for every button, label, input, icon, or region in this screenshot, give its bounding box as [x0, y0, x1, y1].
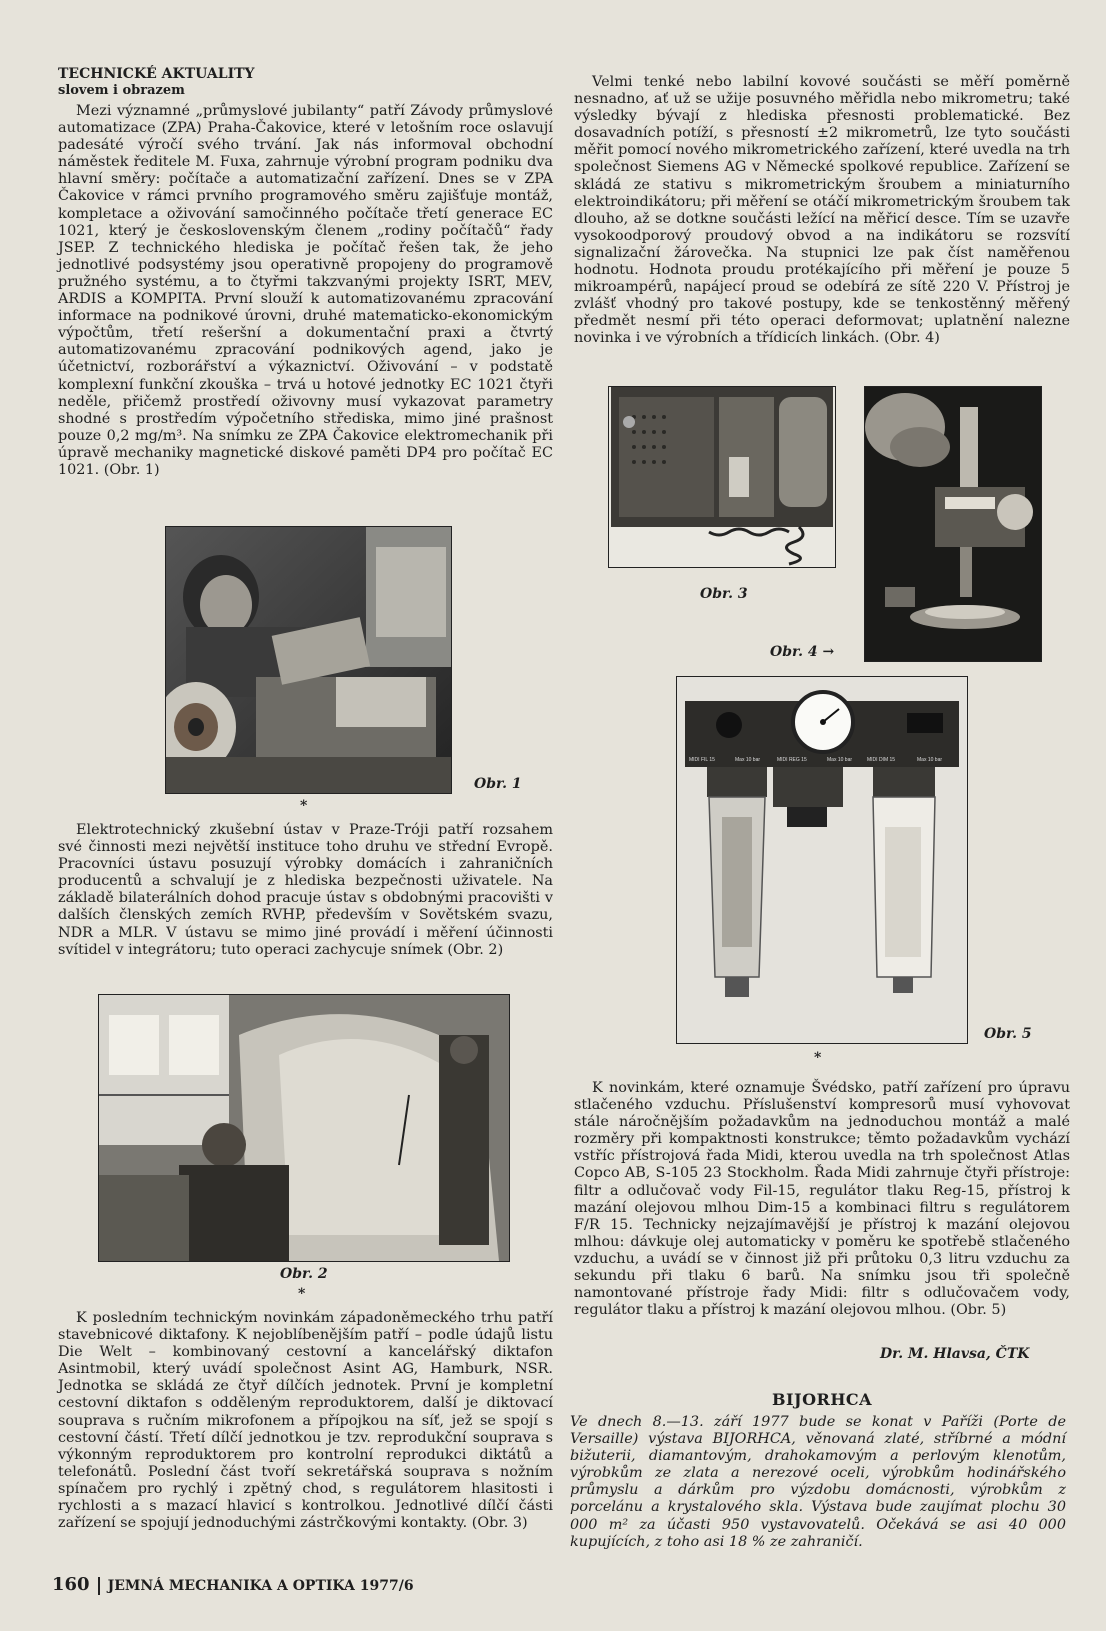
- left-article-3: [58, 1310, 553, 1532]
- article-zpa-text: Mezi významné „průmyslové jubilanty“ patří Závody průmyslové automatizace (ZPA) Praha-Čakovice, které v letošním roce oslavují padesáté výročí svého trvání. Jak nás informoval obchodní náměstek ředitele M. Fuxa, zahrnuje výrobní program podniku dva hlavní směry: počítače a automatizační zařízení. Dnes se v ZPA Čakovice v rámci prvního programového směru zajišťuje montáž, kompletace a oživování samočinného počítače třetí generace EC 1021, který je československým členem „rodiny počítačů“ řady JSEP. Z technického hlediska je počítač řešen tak, že jeho jednotlivé podsystémy jsou operativně propojeny do programově pružného systému, a to čtyřmi takzvanými projekty ISRT, MEV, ARDIS a KOMPITA. První slouží k automatizovanému zpracování informace na podnikové úrovni, druhé matematicko-ekonomickým výpočtům, třetí rešeršní a dokumentační praxi a čtvrtý automatizovanému zpracování podnikových agend, jako je účetnictví, rozborářství a výkaznictví. Oživování – v podstatě komplexní funkční zkouška – trvá u hotové jednotky EC 1021 čtyři neděle, přičemž prostředí oživovny musí vykazovat parametry shodné s prostředím výpočetního střediska, mimo jiné prašnost pouze 0,2 mg/m³. Na snímku ze ZPA Čakovice elektromechanik při úpravě mechaniky magnetické diskové paměti DP4 pro počítač EC 1021. (Obr. 1): [58, 103, 553, 478]
- section-subheading: slovem i obrazem: [58, 83, 185, 98]
- footer-divider: [98, 1577, 100, 1595]
- caption-obr-4: Obr. 4 →: [770, 644, 835, 660]
- photo-obr-5: [676, 676, 968, 1044]
- separator-star-2: *: [298, 1286, 306, 1302]
- article-diktafon-text: K posledním technickým novinkám západoněmeckého trhu patří stavebnicové diktafony. K nejoblíbenějším patří – podle údajů listu Die Welt – kombinovaný cestovní a kancelářský diktafon Asintmobil, který uvádí společnost Asint AG, Hamburk, NSR. Jednotka se skládá ze čtyř dílčích jednotek. První je kompletní cestovní diktafon s odděleným reproduktorem, další je diktovací souprava s ručním mikrofonem a přípojkou na síť, jež se spojí s cestovní částí. Třetí dílčí jednotkou je tzv. reprodukční souprava s výkonným reproduktorem pro kontrolní reprodukci diktátů a telefonátů. Poslední část tvoří sekretářská souprava s nožním spínačem pro rychlý i zpětný chod, s regulátorem hlasitosti i rychlosti a s mazací hlavicí s kontrolkou. Jednotlivé dílčí části zařízení se spojují jednoduchými zástrčkovými kontakty. (Obr. 3): [58, 1310, 553, 1532]
- svg-text:MIDI FIL 15: MIDI FIL 15: [689, 757, 715, 763]
- journal-name: JEMNÁ MECHANIKA A OPTIKA 1977/6: [107, 1578, 414, 1594]
- caption-obr-3: Obr. 3: [700, 586, 748, 602]
- right-article-3: [570, 1414, 1066, 1551]
- caption-obr-1: Obr. 1: [474, 776, 522, 792]
- separator-star-3: *: [814, 1050, 822, 1066]
- micrometer-device-image: [865, 387, 1041, 661]
- page-number: 160: [52, 1574, 90, 1595]
- svg-text:Max 10 bar: Max 10 bar: [917, 757, 943, 763]
- photo-obr-2: [98, 994, 510, 1262]
- right-article-2: [574, 1080, 1070, 1319]
- bijorhca-title: BIJORHCA: [772, 1390, 873, 1409]
- page-footer: [52, 1574, 414, 1595]
- right-article-1: [574, 74, 1070, 348]
- dictaphone-image: [609, 387, 835, 567]
- svg-text:MIDI REG 15: MIDI REG 15: [777, 757, 807, 763]
- caption-obr-2: Obr. 2: [280, 1266, 328, 1282]
- technician-at-disk-drive-image: [166, 527, 451, 793]
- article-bijorhca-text: Ve dnech 8.—13. září 1977 bude se konat v Paříži (Porte de Versaille) výstava BIJORHCA, věnovaná zlaté, stříbrné a módní bižuterii, diamantovým, drahokamovým a perlovým klenotům, výrobkům ze zlata a nerezové oceli, výrobkům hodinářského průmyslu a dárkům pro výzdobu domácnosti, výrobkům z porcelánu a krystalového skla. Výstava bude zaujímat plochu 30 000 m² za účasti 950 vystavovatelů. Očekává se asi 40 000 kupujících, z toho asi 18 % ze zahraničí.: [570, 1414, 1066, 1550]
- section-heading: TECHNICKÉ AKTUALITY: [58, 66, 255, 82]
- pneumatic-units-image: [677, 677, 967, 1043]
- caption-obr-5: Obr. 5: [984, 1026, 1032, 1042]
- photo-obr-1: [165, 526, 452, 794]
- svg-text:Max 10 bar: Max 10 bar: [735, 757, 761, 763]
- author-signature: Dr. M. Hlavsa, ČTK: [880, 1346, 1030, 1362]
- article-ezu-text: Elektrotechnický zkušební ústav v Praze-Tróji patří rozsahem své činnosti mezi největší instituce toho druhu ve střední Evropě. Pracovníci ústavu posuzují výrobky domácích i zahraničních producentů a schvalují je z hlediska bezpečnosti uživatele. Na základě bilaterálních dohod pracuje ústav s obdobnými pracovišti v dalších členských zemích RVHP, především v Sovětském svazu, NDR a MLR. V ústavu se mimo jiné provádí i měření účinnosti svítidel v integrátoru; tuto operaci zachycuje snímek (Obr. 2): [58, 822, 553, 958]
- left-article-2: [58, 822, 553, 959]
- left-article-1: [58, 66, 553, 479]
- photo-obr-3: [608, 386, 836, 568]
- integrator-measurement-image: [99, 995, 509, 1261]
- article-siemens-text: Velmi tenké nebo labilní kovové součásti se měří poměrně nesnadno, ať už se užije posuvného měřidla nebo mikrometru; také výsledky bývají z hlediska přesnosti problematické. Bez dosavadních potíží, s přesností ±2 mikrometrů, lze tyto součásti měřit pomocí nového mikrometrického zařízení, které uvedla na trh společnost Siemens AG v Německé spolkové republice. Zařízení se skládá ze stativu s mikrometrickým šroubem a miniaturního elektroindikátoru; při měření se otáčí mikrometrickým šroubem tak dlouho, až se dotkne součásti ležící na měřicí desce. Tím se uzavře vysokoodporový proudový obvod a na indikátoru se rozsvítí signalizační žárovečka. Na stupnici lze pak číst naměřenou hodnotu. Hodnota proudu protékajícího při měření je pouze 5 mikroampérů, napájecí proud se odebírá ze sítě 220 V. Přístroj je zvlášť vhodný pro takové postupy, kde se tenkostěnný měřený předmět nesmí při této operaci deformovat; uplatnění nalezne novinka i ve výrobních a třídicích linkách. (Obr. 4): [574, 74, 1070, 347]
- separator-star: *: [300, 798, 308, 814]
- article-atlas-copco-text: K novinkám, které oznamuje Švédsko, patří zařízení pro úpravu stlačeného vzduchu. Příslušenství kompresorů musí vyhovovat stále náročnějším požadavkům na jednoduchou montáž a malé rozměry při kompaktnosti konstrukce; těmto požadavkům vychází vstříc přístrojová řada Midi, kterou uvedla na trh společnost Atlas Copco AB, S-105 23 Stockholm. Řada Midi zahrnuje čtyři přístroje: filtr a odlučovač vody Fil-15, regulátor tlaku Reg-15, přístroj k mazání olejovou mlhou Dim-15 a kombinaci filtru s regulátorem F/R 15. Technicky nejzajímavější je přístroj k mazání olejovou mlhou: dávkuje olej automaticky v poměru ke spotřebě stlačeného vzduchu, a uvádí se v činnost již při průtoku 0,3 litru vzduchu za sekundu při tlaku 6 barů. Na snímku jsou tři společně namontované přístroje řady Midi: filtr s odlučovačem vody, regulátor tlaku a přístroj k mazání olejovou mlhou. (Obr. 5): [574, 1080, 1070, 1319]
- svg-text:MIDI DIM 15: MIDI DIM 15: [867, 757, 896, 763]
- photo-obr-4: [864, 386, 1042, 662]
- svg-text:Max 10 bar: Max 10 bar: [827, 757, 853, 763]
